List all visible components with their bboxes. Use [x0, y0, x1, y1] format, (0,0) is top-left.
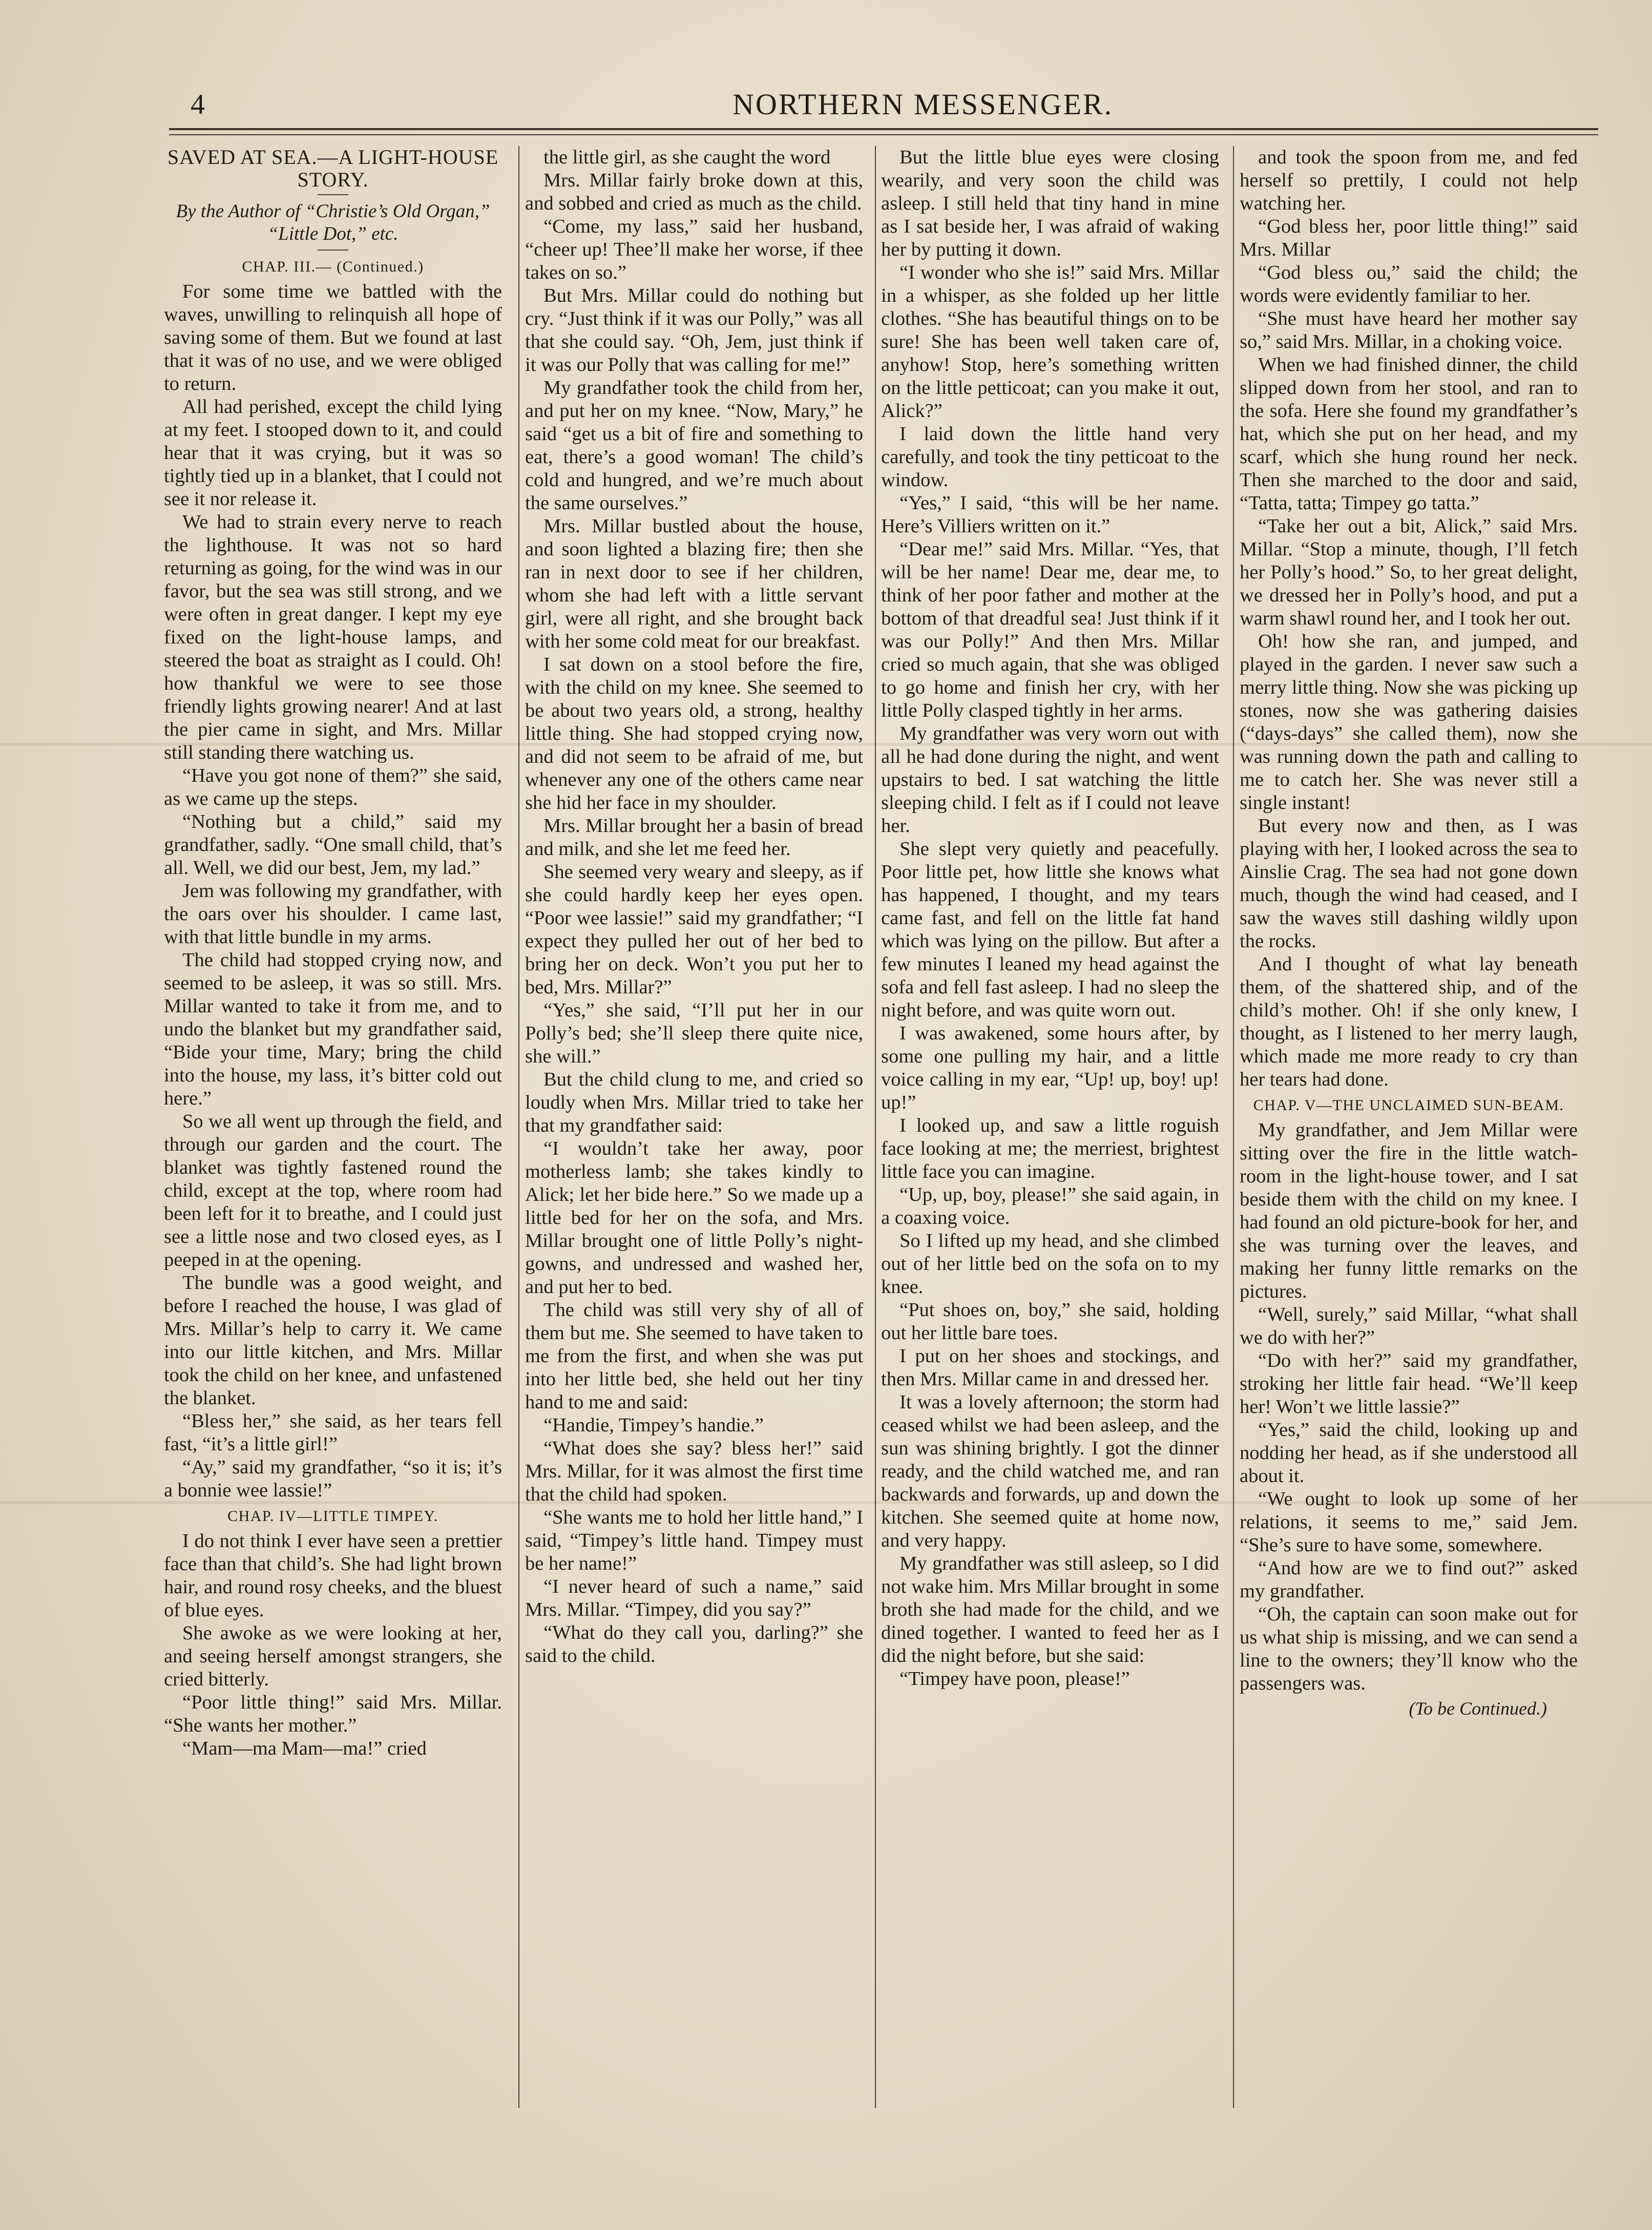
- paragraph: Jem was following my grandfather, with the oars over his shoulder. I came last, with that little bundle in my arms.: [164, 880, 502, 948]
- paragraph: “Oh, the captain can soon make out for us what ship is missing, and we can send a line to the owners; they’ll know who the passengers was.: [1240, 1603, 1578, 1694]
- masthead: NORTHERN MESSENGER.: [733, 88, 1114, 121]
- paragraph: But the little blue eyes were closing wearily, and very soon the child was asleep. I still held that tiny hand in mine as I sat beside her, I was afraid of waking her by putting it down.: [881, 147, 1219, 260]
- paragraph: “Yes,” I said, “this will be her name. Here’s Villiers written on it.”: [881, 492, 1219, 537]
- paragraph: Mrs. Millar brought her a basin of bread and milk, and she let me feed her.: [525, 815, 863, 860]
- paragraph: “I never heard of such a name,” said Mrs. Millar. “Timpey, did you say?”: [525, 1576, 863, 1620]
- paragraph: “What do they call you, darling?” she said to the child.: [525, 1622, 863, 1666]
- chapter-heading: CHAP. III.— (Continued.): [242, 258, 424, 275]
- paragraph: But Mrs. Millar could do nothing but cry. “Just think if it was our Polly,” was all that she could say. “Oh, Jem, just think if it was our Polly that was calling for me!”: [525, 285, 863, 376]
- column-1-text: [164, 280, 502, 1502]
- paragraph: “Bless her,” she said, as her tears fell fast, “it’s a little girl!”: [164, 1410, 502, 1455]
- column-3: [881, 146, 1219, 2123]
- paragraph: “Handie, Timpey’s handie.”: [543, 1414, 764, 1436]
- paragraph: “Mam—ma Mam—ma!” cried: [182, 1738, 427, 1759]
- paragraph: “God bless ou,” said the child; the words were evidently familiar to her.: [1240, 262, 1578, 306]
- paragraph: But every now and then, as I was playing with her, I looked across the sea to Ainslie Crag. The sea had not gone down much, though the wind had ceased, and I saw the waves still dashing wildly upon the rocks.: [1240, 815, 1578, 952]
- paragraph: For some time we battled with the waves, unwilling to relinquish all hope of saving some of them. But we found at last that it was of no use, and we were obliged to return.: [164, 281, 502, 394]
- column-1: [164, 146, 502, 2123]
- paragraph: I was awakened, some hours after, by some one pulling my hair, and a little voice calling in my ear, “Up! up, boy! up! up!”: [881, 1023, 1219, 1113]
- paragraph: “God bless her, poor little thing!” said Mrs. Millar: [1240, 216, 1578, 260]
- column-1-text-continued: [164, 1530, 502, 1760]
- article-byline: By the Author of “Christie’s Old Organ,” “Little Dot,” etc.: [176, 201, 490, 244]
- paragraph: All had perished, except the child lying at my feet. I stooped down to it, and could hear that it was crying, but it was so tightly tied up in a blanket, that I could not see it nor release it.: [164, 396, 502, 510]
- paragraph: “Poor little thing!” said Mrs. Millar. “She wants her mother.”: [164, 1692, 502, 1736]
- chapter-heading: CHAP. IV—LITTLE TIMPEY.: [227, 1508, 438, 1525]
- paragraph: It was a lovely afternoon; the storm had ceased whilst we had been asleep, and the sun was shining brightly. I got the dinner ready, and the child watched me, and ran backwards and forwards, up and down the kitchen. She seemed quite at home now, and very happy.: [881, 1391, 1219, 1551]
- page-number: 4: [191, 89, 205, 120]
- paragraph: Mrs. Millar fairly broke down at this, and sobbed and cried as much as the child.: [525, 170, 863, 214]
- page-header: [169, 77, 1598, 123]
- column-divider: [1233, 146, 1234, 2108]
- paragraph: The child had stopped crying now, and seemed to be asleep, it was so still. Mrs. Millar wanted to take it from me, and to undo the blanket but my grandfather said, “Bide your time, Mary; bring the child into the house, my lass, it’s bitter cold out here.”: [164, 949, 502, 1109]
- column-4-text-continued: [1240, 1119, 1578, 1695]
- paragraph: and took the spoon from me, and fed herself so prettily, I could not help watching her.: [1240, 147, 1578, 214]
- paragraph: I sat down on a stool before the fire, with the child on my knee. She seemed to be about two years old, a strong, healthy little thing. She had stopped crying now, and did not seem to be afraid of me, but whenever any one of the others came near she hid her face in my shoulder.: [525, 654, 863, 814]
- article-title: SAVED AT SEA.—A LIGHT-HOUSE STORY.: [167, 146, 499, 191]
- to-be-continued: (To be Continued.): [1409, 1698, 1547, 1719]
- paragraph: “I wonder who she is!” said Mrs. Millar in a whisper, as she folded up her little clothes. “She has beautiful things on to be sure! She has been well taken care of, anyhow! Stop, here’s something written on the little petticoat; can you make it out, Alick?”: [881, 262, 1219, 422]
- paragraph: My grandfather, and Jem Millar were sitting over the fire in the little watch-room in the light-house tower, and I sat beside them with the child on my knee. I had found an old picture-book for her, and she was turning over the leaves, and making her funny little remarks on the pictures.: [1240, 1119, 1578, 1302]
- column-4: [1240, 146, 1578, 2123]
- paragraph: “And how are we to find out?” asked my grandfather.: [1240, 1557, 1578, 1602]
- chapter-heading: CHAP. V—THE UNCLAIMED SUN-BEAM.: [1253, 1097, 1564, 1114]
- paragraph: The child was still very shy of all of them but me. She seemed to have taken to me from the first, and when she was put into her little bed, she held out her tiny hand to me and said:: [525, 1299, 863, 1413]
- column-3-text: [881, 146, 1219, 1691]
- paragraph: She awoke as we were looking at her, and seeing herself amongst strangers, she cried bitterly.: [164, 1622, 502, 1690]
- column-divider: [518, 146, 519, 2108]
- paragraph: Oh! how she ran, and jumped, and played in the garden. I never saw such a merry little thing. Now she was picking up stones, now she was gathering daisies (“days-days” she called them), now she was running down the path and calling to me to catch her. She was never still a single instant!: [1240, 631, 1578, 814]
- paragraph: “Come, my lass,” said her husband, “cheer up! Thee’ll make her worse, if thee takes on so.”: [525, 216, 863, 283]
- short-rule: [318, 249, 348, 251]
- paragraph: “What does she say? bless her!” said Mrs. Millar, for it was almost the first time that the child had spoken.: [525, 1437, 863, 1505]
- paragraph: Mrs. Millar bustled about the house, and soon lighted a blazing fire; then she ran in next door to see if her children, whom she had left with a little servant girl, were all right, and she brought back with her some cold meat for our breakfast.: [525, 515, 863, 652]
- paragraph: We had to strain every nerve to reach the lighthouse. It was not so hard returning as going, for the wind was in our favor, but the sea was still strong, and we were often in great danger. I kept my eye fixed on the light-house lamps, and steered the boat as straight as I could. Oh! how thankful we were to see those friendly lights growing nearer! And at last the pier came in sight, and Mrs. Millar still standing there watching us.: [164, 511, 502, 763]
- paragraph: “Up, up, boy, please!” she said again, in a coaxing voice.: [881, 1184, 1219, 1228]
- column-4-text: [1240, 146, 1578, 1091]
- paragraph: “Ay,” said my grandfather, “so it is; it’s a bonnie wee lassie!”: [164, 1456, 502, 1501]
- paragraph: “Put shoes on, boy,” she said, holding out her little bare toes.: [881, 1299, 1219, 1344]
- paragraph: “Timpey have poon, please!”: [900, 1668, 1130, 1690]
- paragraph: the little girl, as she caught the word: [543, 147, 831, 168]
- paragraph: And I thought of what lay beneath them, of the shattered ship, and of the child’s mother. Oh! if she only knew, I thought, as I listened to her merry laugh, which made me more ready to cry than her tears had done.: [1240, 953, 1578, 1090]
- paragraph: My grandfather took the child from her, and put her on my knee. “Now, Mary,” he said “get us a bit of fire and something to eat, there’s a good woman! The child’s cold and hungred, and we’re much about the same ourselves.”: [525, 377, 863, 514]
- paragraph: “She wants me to hold her little hand,” I said, “Timpey’s little hand. Timpey must be her name!”: [525, 1507, 863, 1574]
- paragraph: “Dear me!” said Mrs. Millar. “Yes, that will be her name! Dear me, dear me, to think of her poor father and mother at the bottom of that dreadful sea! Just think if it was our Polly!” And then Mrs. Millar cried so much again, that she was obliged to go home and finish her cry, with her little Polly clasped tightly in her arms.: [881, 538, 1219, 721]
- paragraph: She slept very quietly and peacefully. Poor little pet, how little she knows what has happened, I thought, and my tears came fast, and fell on the little fat hand which was lying on the pillow. But after a few minutes I leaned my head against the sofa and fell fast asleep. I had no sleep the night before, and was quite worn out.: [881, 838, 1219, 1021]
- paragraph: “Well, surely,” said Millar, “what shall we do with her?”: [1240, 1304, 1578, 1348]
- paragraph: The bundle was a good weight, and before I reached the house, I was glad of Mrs. Millar’s help to carry it. We came into our little kitchen, and Mrs. Millar took the child on her knee, and unfastened the blanket.: [164, 1272, 502, 1409]
- paragraph: So I lifted up my head, and she climbed out of her little bed on the sofa on to my knee.: [881, 1230, 1219, 1298]
- paragraph: I do not think I ever have seen a prettier face than that child’s. She had light brown hair, and round rosy cheeks, and the bluest of blue eyes.: [164, 1530, 502, 1621]
- paragraph: She seemed very weary and sleepy, as if she could hardly keep her eyes open. “Poor wee lassie!” said my grandfather; “I expect they pulled her out of her bed to bring her on deck. Won’t you put her to bed, Mrs. Millar?”: [525, 861, 863, 998]
- paragraph: When we had finished dinner, the child slipped down from her stool, and ran to the sofa. Here she found my grandfather’s hat, which she put on her head, and my scarf, which she hung round her neck. Then she marched to the door and said, “Tatta, tatta; Timpey go tatta.”: [1240, 354, 1578, 514]
- paragraph: “Take her out a bit, Alick,” said Mrs. Millar. “Stop a minute, though, I’ll fetch her Polly’s hood.” So, to her great delight, we dressed her in Polly’s hood, and put a warm shawl round her, and I took her out.: [1240, 515, 1578, 629]
- paragraph: I put on her shoes and stockings, and then Mrs. Millar came in and dressed her.: [881, 1345, 1219, 1390]
- short-rule: [318, 194, 348, 195]
- paragraph: “Do with her?” said my grandfather, stroking her little fair head. “We’ll keep her! Won’t we little lassie?”: [1240, 1350, 1578, 1418]
- paragraph: I laid down the little hand very carefully, and took the tiny petticoat to the window.: [881, 423, 1219, 491]
- column-divider: [875, 146, 876, 2108]
- paragraph: But the child clung to me, and cried so loudly when Mrs. Millar tried to take her that my grandfather said:: [525, 1069, 863, 1136]
- paragraph: My grandfather was very worn out with all he had done during the night, and went upstairs to bed. I sat watching the little sleeping child. I felt as if I could not leave her.: [881, 723, 1219, 837]
- column-2: [525, 146, 863, 2123]
- paragraph: “Yes,” she said, “I’ll put her in our Polly’s bed; she’ll sleep there quite nice, she will.”: [525, 999, 863, 1067]
- paragraph: I looked up, and saw a little roguish face looking at me; the merriest, brightest little face you can imagine.: [881, 1115, 1219, 1182]
- paragraph: My grandfather was still asleep, so I did not wake him. Mrs Millar brought in some broth she had made for the child, and we dined together. I wanted to feed her as I did the night before, but she said:: [881, 1553, 1219, 1666]
- header-rule: [169, 128, 1598, 130]
- paragraph: So we all went up through the field, and through our garden and the court. The blanket was tightly fastened round the child, except at the top, where room had been left for it to breathe, and I could just see a little nose and two closed eyes, as I peeped in at the opening.: [164, 1111, 502, 1270]
- paragraph: “We ought to look up some of her relations, it seems to me,” said Jem. “She’s sure to have some, somewhere.: [1240, 1488, 1578, 1556]
- column-2-text: [525, 146, 863, 1668]
- paragraph: “Have you got none of them?” she said, as we came up the steps.: [164, 765, 502, 809]
- paragraph: “I wouldn’t take her away, poor motherless lamb; she takes kindly to Alick; let her bide here.” So we made up a little bed for her on the sofa, and Mrs. Millar brought one of little Polly’s night-gowns, and undressed and washed her, and put her to bed.: [525, 1138, 863, 1298]
- paragraph: “Yes,” said the child, looking up and nodding her head, as if she understood all about it.: [1240, 1419, 1578, 1487]
- paragraph: “She must have heard her mother say so,” said Mrs. Millar, in a choking voice.: [1240, 308, 1578, 352]
- paragraph: “Nothing but a child,” said my grandfather, sadly. “One small child, that’s all. Well, we did our best, Jem, my lad.”: [164, 811, 502, 879]
- header-rule-thin: [169, 134, 1598, 135]
